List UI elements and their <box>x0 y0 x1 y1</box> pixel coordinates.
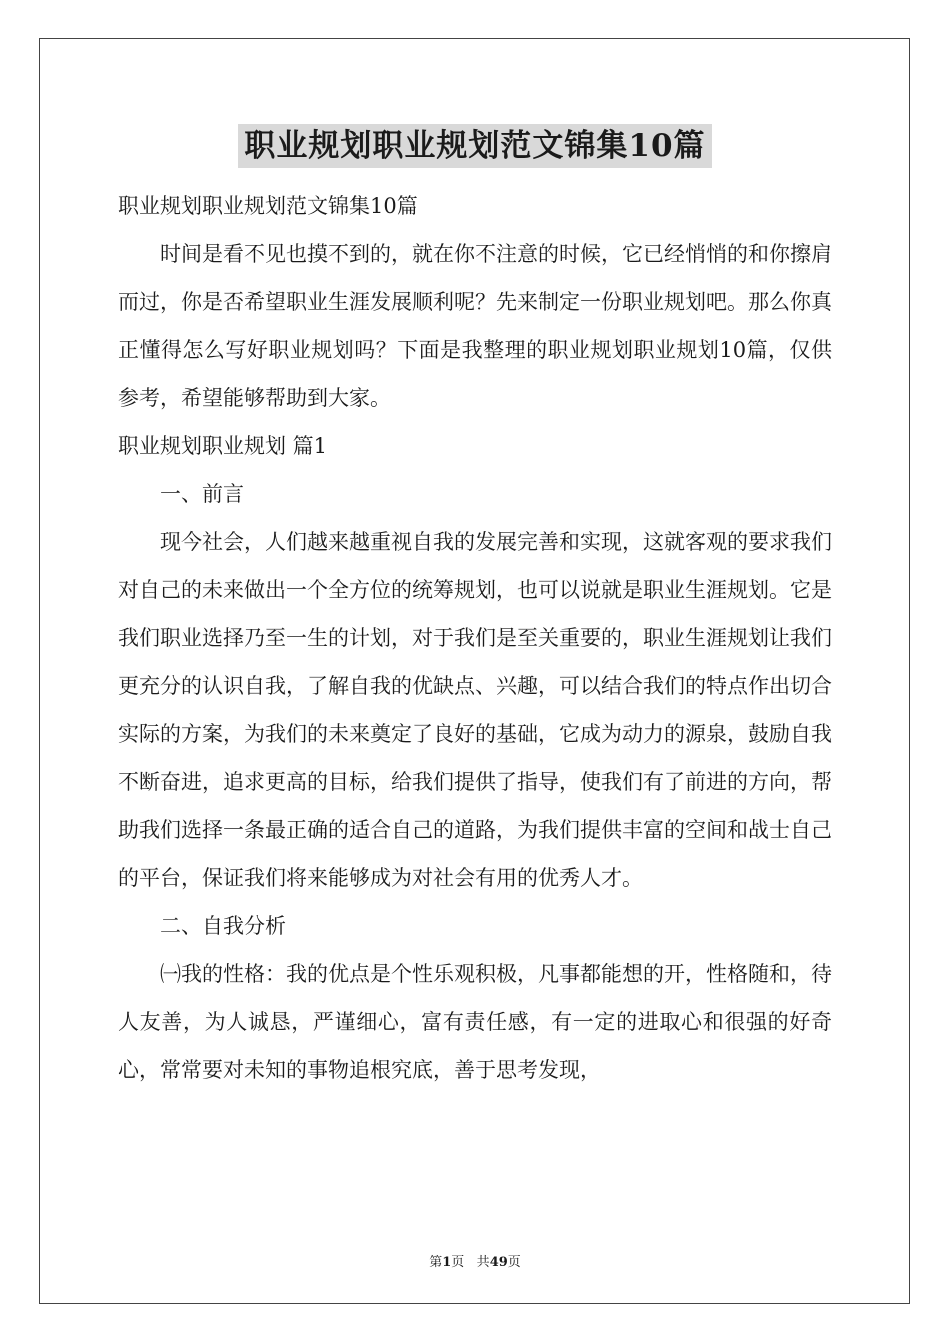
page-suffix: 页 <box>451 1255 465 1270</box>
page-number: 1 <box>442 1255 452 1270</box>
paragraph-preface: 现今社会，人们越来越重视自我的发展完善和实现，这就客观的要求我们对自己的未来做出一个全方位的统筹规划，也可以说就是职业生涯规划。它是我们职业选择乃至一生的计划，对于我们是至关重要的，职业生涯规划让我们更充分的认识自我，了解自我的优缺点、兴趣，可以结合我们的特点作出切合实际的方案，为我们的未来奠定了良好的基础，它成为动力的源泉，鼓励自我不断奋进，追求更高的目标，给我们提供了指导，使我们有了前进的方向，帮助我们选择一条最正确的适合自己的道路，为我们提供丰富的空间和战士自己的平台，保证我们将来能够成为对社会有用的优秀人才。 <box>118 530 832 890</box>
heading-self-analysis: 二、自我分析 <box>160 914 286 938</box>
total-prefix: 共 <box>476 1255 490 1270</box>
heading-preface: 一、前言 <box>160 482 244 506</box>
page-prefix: 第 <box>429 1255 443 1270</box>
document-title: 职业规划职业规划范文锦集10篇 <box>238 124 711 168</box>
total-pages: 49 <box>489 1255 508 1270</box>
document-body <box>118 182 832 1094</box>
paragraph-personality: ㈠我的性格：我的优点是个性乐观积极，凡事都能想的开，性格随和，待人友善，为人诚恳，严谨细心，富有责任感，有一定的进取心和很强的好奇心，常常要对未知的事物追根究底，善于思考发现， <box>118 962 832 1082</box>
section-heading-1: 职业规划职业规划 篇1 <box>118 434 328 458</box>
paragraph-intro: 时间是看不见也摸不到的，就在你不注意的时候，它已经悄悄的和你擦肩而过，你是否希望职业生涯发展顺利呢？先来制定一份职业规划吧。那么你真正懂得怎么写好职业规划吗？下面是我整理的职业规划职业规划10篇，仅供参考，希望能够帮助到大家。 <box>118 242 832 410</box>
document-subtitle: 职业规划职业规划范文锦集10篇 <box>118 194 418 218</box>
page-footer <box>0 1251 950 1270</box>
total-suffix: 页 <box>507 1255 521 1270</box>
title-container <box>0 124 950 168</box>
